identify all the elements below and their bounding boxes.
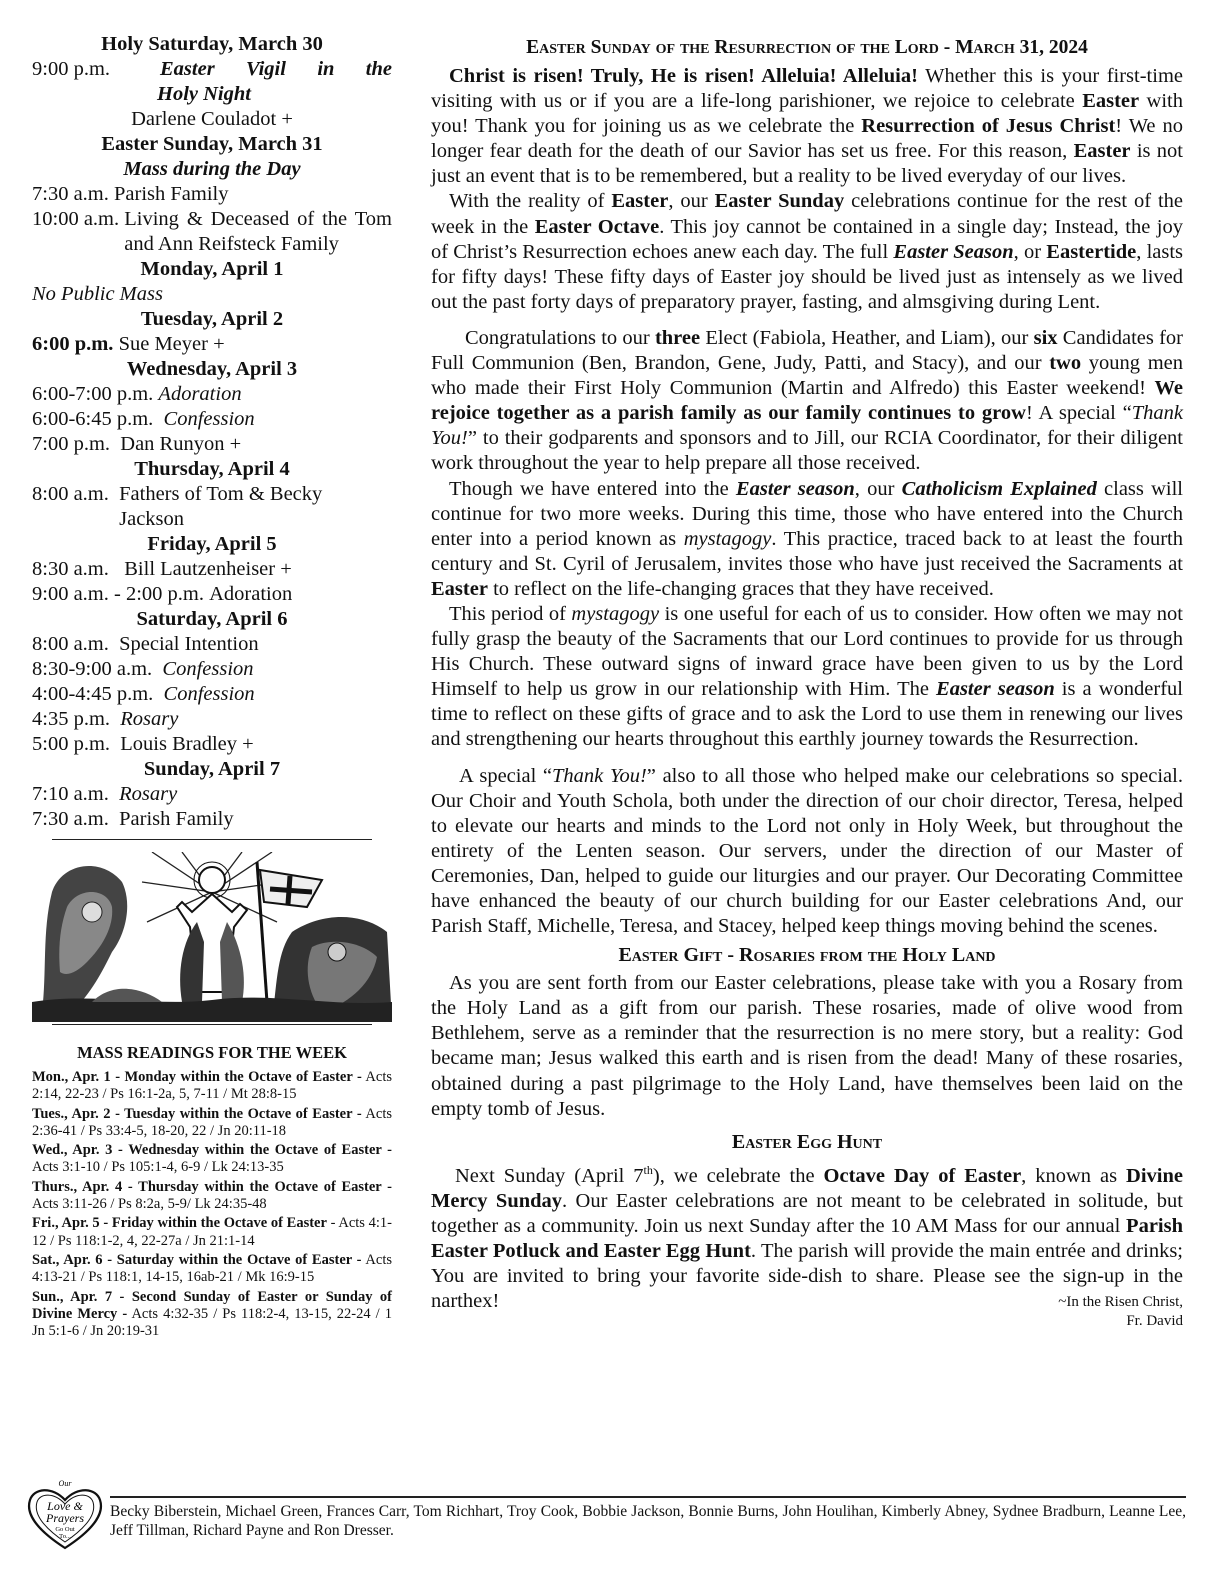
mass-intention: Adoration xyxy=(158,383,242,405)
divider xyxy=(52,1024,372,1025)
reading-item: Thurs., Apr. 4 - Thursday within the Octave of Easter - Acts 3:11-26 / Ps 8:2a, 5-9/ Lk 24:35-48 xyxy=(32,1178,392,1213)
schedule-row xyxy=(32,732,392,757)
mass-intention: Bill Lautzenheiser + xyxy=(124,558,292,580)
readings-list xyxy=(32,1069,392,1340)
readings-title: MASS READINGS FOR THE WEEK xyxy=(77,1043,347,1062)
day-subheading: Mass during the Day xyxy=(123,158,301,180)
right-column xyxy=(431,36,1183,1331)
article-paragraph: Though we have entered into the Easter season, our Catholicism Explained class will continue for two more weeks. During this time, those who have entered into the Church enter into a period known as mystagogy. This practice, traced back to at least the fourth century and St. Cyril of Jerusalem, invites those who have just received the Sacraments at Easter to reflect on the life-changing graces that they have received. xyxy=(431,477,1183,600)
mass-time: 6:00 p.m. xyxy=(32,333,114,355)
mass-intention: Confession xyxy=(162,658,254,680)
mass-intention: Dan Runyon + xyxy=(120,433,242,455)
mass-intention: Rosary xyxy=(120,708,179,730)
svg-text:Go Out: Go Out xyxy=(55,1526,75,1533)
day-heading: Thursday, April 4 xyxy=(134,458,290,480)
schedule-row xyxy=(32,207,392,257)
mass-time: 8:30 a.m. xyxy=(32,558,109,580)
mass-title-cont: Holy Night xyxy=(157,83,251,105)
schedule-row xyxy=(32,782,392,807)
svg-text:Prayers: Prayers xyxy=(46,1511,84,1525)
schedule-row xyxy=(32,707,392,732)
heart-icon xyxy=(24,1480,106,1552)
mass-time: 8:00 a.m. xyxy=(32,483,109,505)
mass-time: 6:00-7:00 p.m. xyxy=(32,383,154,405)
reading-item: Mon., Apr. 1 - Monday within the Octave of Easter - Acts 2:14, 22-23 / Ps 16:1-2a, 5, 7-11 / Mt 28:8-15 xyxy=(32,1069,392,1103)
day-heading: Monday, April 1 xyxy=(140,258,284,280)
mass-time: 7:30 a.m. xyxy=(32,183,109,205)
day-heading: Saturday, April 6 xyxy=(136,608,288,630)
mass-intention: Confession xyxy=(163,683,255,705)
article-title: Easter Sunday of the Resurrection of the Lord - March 31, 2024 xyxy=(526,37,1088,58)
egg-hunt-paragraph: Next Sunday (April 7th), we celebrate the Octave Day of Easter, known as Divine Mercy Sunday. Our Easter celebrations are not meant to be celebrated in solitude, but together as a community. Join us next Sunday after the 10 AM Mass for our annual Parish Easter Potluck and Easter Egg Hunt. The parish will provide the main entrée and drinks; You are invited to bring your favorite side-dish to share. Please see the sign-up in the narthex! xyxy=(431,1162,1184,1313)
schedule-row xyxy=(32,382,392,407)
mass-time: 8:00 a.m. xyxy=(32,633,109,655)
mass-time: 10:00 a.m. xyxy=(32,208,120,230)
reading-item: Tues., Apr. 2 - Tuesday within the Octave of Easter - Acts 2:36-41 / Ps 33:4-5, 18-20, 22 / Jn 20:11-18 xyxy=(32,1105,393,1139)
schedule-row xyxy=(32,407,392,432)
mass-time: 7:30 a.m. xyxy=(32,808,109,830)
divider xyxy=(110,1496,1186,1498)
mass-intention: Adoration xyxy=(209,583,293,605)
schedule-row xyxy=(32,432,392,457)
schedule-row xyxy=(32,632,392,657)
mass-title: Easter Vigil in the xyxy=(160,58,392,80)
schedule-row xyxy=(32,182,392,207)
mass-intention: Darlene Couladot + xyxy=(131,108,293,130)
reading-item: Sun., Apr. 7 - Second Sunday of Easter or Sunday of Divine Mercy - Acts 4:32-35 / Ps 118:2-4, 13-15, 22-24 / 1 Jn 5:1-6 / Jn 20:19-31 xyxy=(32,1288,392,1340)
mass-time: 7:10 a.m. xyxy=(32,783,109,805)
schedule-row xyxy=(32,682,392,707)
mass-schedule xyxy=(32,32,392,832)
signature-name: Fr. David xyxy=(1126,1313,1183,1330)
reading-item: Wed., Apr. 3 - Wednesday within the Octave of Easter - Acts 3:1-10 / Ps 105:1-4, 6-9 / Lk 24:13-35 xyxy=(32,1142,392,1176)
resurrection-illustration-graphic xyxy=(32,852,392,1022)
schedule-row xyxy=(32,57,392,82)
day-heading: Sunday, April 7 xyxy=(143,758,281,780)
schedule-row xyxy=(32,482,392,532)
love-prayers-logo xyxy=(24,1480,106,1557)
mass-intention: Sue Meyer + xyxy=(118,333,225,355)
mass-intention: Louis Bradley + xyxy=(120,733,254,755)
svg-text:To...: To... xyxy=(59,1533,71,1540)
article-paragraph: A special “Thank You!” also to all those who helped make our celebrations so special. Our Choir and Youth Schola, both under the direction of our choir director, Teresa, helped to elevate our hearts and minds to the Lord not only in Holy Week, but throughout the entirety of the Lenten season. Our servers, under the direction of our Master of Ceremonies, Dan, helped to guide our liturgies and our prayer. Our Decorating Committee have enhanced the beauty of our church building for our Easter celebrations And, our Parish Staff, Michelle, Teresa, and Stacey, helped keep things moving behind the scenes. xyxy=(431,764,1183,938)
day-heading: Friday, April 5 xyxy=(147,533,277,555)
left-column xyxy=(32,32,392,1342)
prayer-names: Becky Biberstein, Michael Green, Frances Carr, Tom Richhart, Troy Cook, Bobbie Jackson, Bonnie Burns, John Houlihan, Kimberly Abney, Sydnee Bradburn, Leanne Lee, Jeff Tillman, Richard Payne and Ron Dresser. xyxy=(110,1503,1186,1539)
day-heading: Easter Sunday, March 31 xyxy=(101,133,323,155)
gift-title: Easter Gift - Rosaries from the Holy Land xyxy=(618,944,996,967)
mass-time: 9:00 p.m. xyxy=(32,58,111,80)
mass-intention: Fathers of Tom & Becky Jackson xyxy=(119,483,323,530)
day-heading: Wednesday, April 3 xyxy=(126,358,298,380)
day-heading: Tuesday, April 2 xyxy=(140,308,284,330)
mass-time: 5:00 p.m. xyxy=(32,733,111,755)
article-paragraph: With the reality of Easter, our Easter Sunday celebrations continue for the rest of the week in the Easter Octave. This joy cannot be contained in a single day; Instead, the joy of Christ’s Resurrection echoes anew each day. The full Easter Season, or Eastertide, lasts for fifty days! These fifty days of Easter joy should be lived just as intensely as we lived out the past forty days of preparatory prayer, fasting, and almsgiving during Lent. xyxy=(431,190,1184,313)
mass-intention: Living & Deceased of the Tom and Ann Reifsteck Family xyxy=(124,208,392,255)
egg-hunt-title: Easter Egg Hunt xyxy=(731,1130,883,1153)
mass-time: 4:35 p.m. xyxy=(32,708,111,730)
mass-time: 7:00 p.m. xyxy=(32,433,111,455)
mass-time: 8:30-9:00 a.m. xyxy=(32,658,153,680)
svg-text:Our: Our xyxy=(58,1480,72,1488)
schedule-row xyxy=(32,807,392,832)
mass-time: 4:00-4:45 p.m. xyxy=(32,683,154,705)
schedule-row xyxy=(32,657,392,682)
gift-paragraph: As you are sent forth from our Easter celebrations, please take with you a Rosary from the Holy Land as a gift from our parish. These rosaries, made of olive wood from Bethlehem, serve as a reminder that the resurrection is no mere story, but a reality: God became man; Jesus walked this earth and is risen from the dead! Many of these rosaries, obtained during a past pilgrimage to the Holy Land, have themselves been laid on the empty tomb of Jesus. xyxy=(431,972,1183,1120)
schedule-row xyxy=(32,557,392,582)
mass-intention: Confession xyxy=(163,408,255,430)
mass-intention: Rosary xyxy=(119,783,178,805)
mass-note: No Public Mass xyxy=(32,283,163,305)
article-paragraph: Congratulations to our three Elect (Fabiola, Heather, and Liam), our six Candidates for Full Communion (Ben, Brandon, Gene, Judy, Patti, and Stacy), and our two young men who made their First Holy Communion (Martin and Alfredo) this Easter weekend! We rejoice together as a parish family as our family continues to grow! A special “Thank You!” to their godparents and sponsors and to Jill, our RCIA Coordinator, for their diligent work throughout the year to help prepare all those received. xyxy=(431,326,1184,475)
mass-time: 6:00-6:45 p.m. xyxy=(32,408,154,430)
mass-intention: Special Intention xyxy=(119,633,259,655)
resurrection-illustration xyxy=(32,852,392,1022)
day-heading: Holy Saturday, March 30 xyxy=(101,33,323,55)
schedule-row xyxy=(32,332,392,357)
svg-text:Love &: Love & xyxy=(47,1499,83,1513)
mass-time: 9:00 a.m. - 2:00 p.m. xyxy=(32,583,204,605)
article-paragraph: Christ is risen! Truly, He is risen! Alleluia! Alleluia! Whether this is your first-time visiting with us or if you are a life-long parishioner, we rejoice to celebrate Easter with you! Thank you for joining us as we celebrate the Resurrection of Jesus Christ! We no longer fear death for the death of our Savior has set us free. For this reason, Easter is not just an event that is to be remembered, but a reality to be lived everyday of our lives. xyxy=(431,65,1183,188)
signature-line: ~In the Risen Christ, xyxy=(1058,1294,1183,1311)
divider xyxy=(52,839,372,840)
mass-intention: Parish Family xyxy=(119,808,234,830)
mass-intention: Parish Family xyxy=(114,183,229,205)
reading-item: Fri., Apr. 5 - Friday within the Octave of Easter - Acts 4:1-12 / Ps 118:1-2, 4, 22-27a / Jn 21:1-14 xyxy=(32,1215,393,1249)
article-paragraph: This period of mystagogy is one useful for each of us to consider. How often we may not fully grasp the beauty of the Sacraments that our Lord continues to provide for us through His Church. These outward signs of inward grace have been given to us by the Lord Himself to help us grow in our relationship with Him. The Easter season is a wonderful time to reflect on these gifts of grace and to ask the Lord to use them in renewing our lives and strengthening our hearts throughout this earthly journey towards the Resurrection. xyxy=(431,602,1183,751)
schedule-row xyxy=(32,582,392,607)
reading-item: Sat., Apr. 6 - Saturday within the Octave of Easter - Acts 4:13-21 / Ps 118:1, 14-15, 16ab-21 / Mk 16:9-15 xyxy=(32,1251,392,1286)
